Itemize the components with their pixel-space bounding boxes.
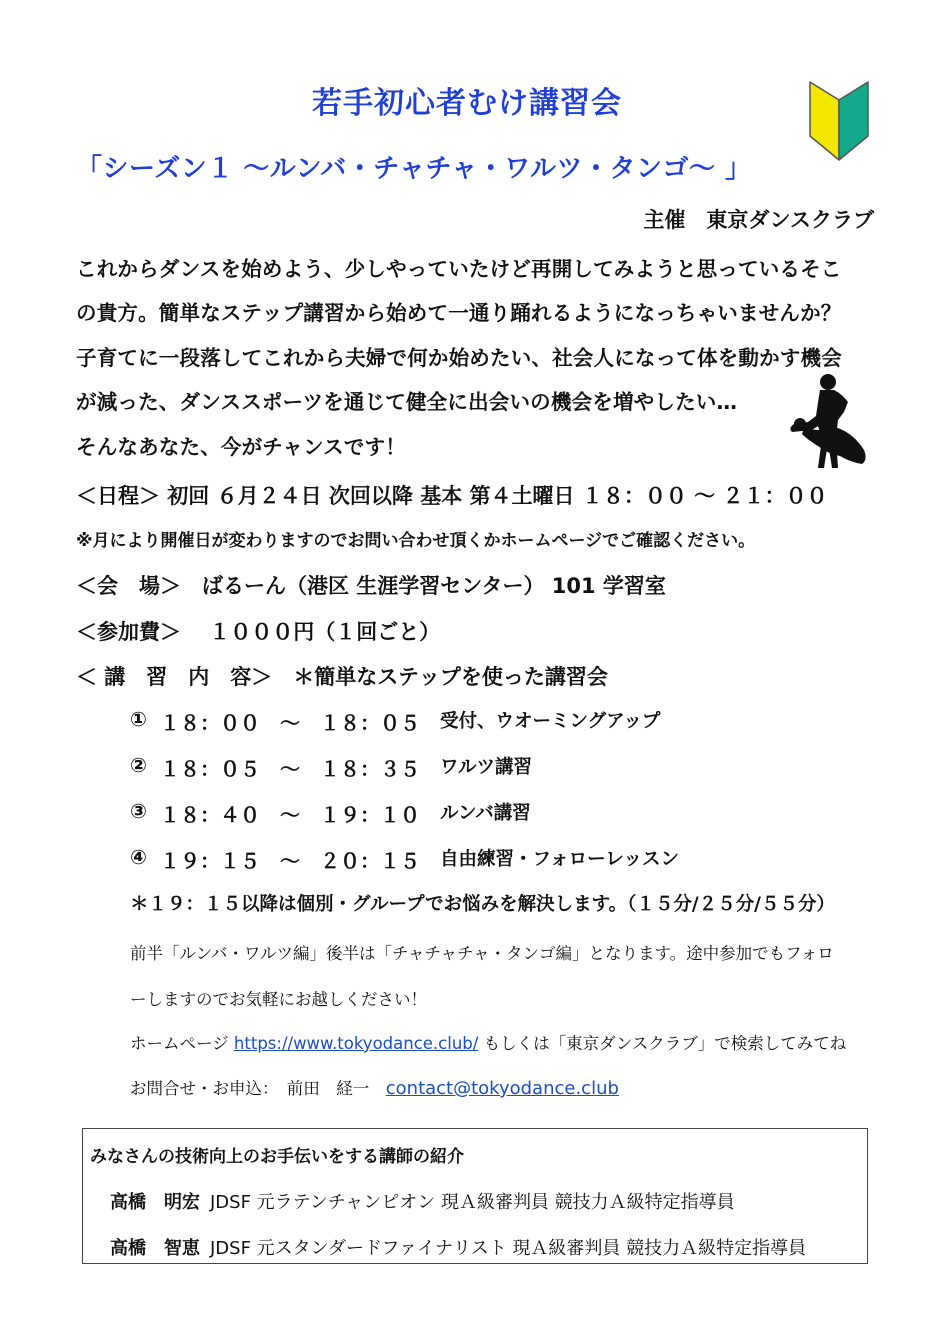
instructor-heading: みなさんの技術向上のお手伝いをする講師の紹介 xyxy=(90,1147,464,1167)
homepage-link[interactable]: https://www.tokyodance.club/ xyxy=(233,1034,479,1053)
half-description-line-2: ーしますのでお気軽にお越しください！ xyxy=(130,990,427,1009)
schedule-num-4: ④ xyxy=(130,845,147,869)
schedule-item-2: ワルツ講習 xyxy=(440,757,532,778)
intro-line-1: これからダンスを始めよう、少しやっていたけど再開してみようと思っているそこ xyxy=(76,257,842,281)
instructor-desc-1: JDSF 元ラテンチャンピオン 現Ａ級審判員 競技力Ａ級特定指導員 xyxy=(210,1192,735,1213)
schedule-date-line: ＜日程＞ 初回 ６月２４日 次回以降 基本 第４土曜日 １８：００ 〜 ２１：００ xyxy=(76,484,828,508)
contact-prefix: お問合せ・お申込： 前田 経一 xyxy=(130,1079,386,1098)
content-line: ＜ 講 習 内 容＞ ＊簡単なステップを使った講習会 xyxy=(76,665,608,689)
half-description-line-1: 前半「ルンバ・ワルツ編」後半は「チャチャチャ・タンゴ編」となります。途中参加でもフォロ xyxy=(130,944,834,963)
instructor-name-1: 高橋 明宏 xyxy=(110,1192,200,1213)
venue-line: ＜会 場＞ ばるーん（港区 生涯学習センター） 101 学習室 xyxy=(76,574,666,598)
intro-line-3: 子育てに一段落してこれから夫婦で何か始めたい、社会人になって体を動かす機会 xyxy=(76,346,842,370)
schedule-num-3: ③ xyxy=(130,799,147,823)
intro-line-4: が減った、ダンススポーツを通じて健全に出会いの機会を増やしたい… xyxy=(76,390,738,414)
instructor-desc-2: JDSF 元スタンダードファイナリスト 現Ａ級審判員 競技力Ａ級特定指導員 xyxy=(210,1238,807,1259)
schedule-num-2: ② xyxy=(130,753,147,777)
fee-line: ＜参加費＞ １０００円（１回ごと） xyxy=(76,620,441,644)
beginner-mark-icon xyxy=(806,78,872,164)
intro-line-5: そんなあなた、今がチャンスです！ xyxy=(76,435,406,459)
intro-line-2: の貴方。簡単なステップ講習から始めて一通り踊れるようになっちゃいませんか？ xyxy=(76,301,842,325)
schedule-time-4: １９：１５ 〜 ２０：１５ xyxy=(160,849,420,873)
dancing-couple-icon xyxy=(778,372,878,472)
instructor-name-2: 高橋 智恵 xyxy=(110,1238,200,1259)
schedule-item-3: ルンバ講習 xyxy=(440,803,531,824)
contact-email-link[interactable]: contact@tokyodance.club xyxy=(385,1078,619,1099)
homepage-line xyxy=(130,1030,846,1054)
schedule-item-1: 受付、ウオーミングアップ xyxy=(440,711,661,732)
schedule-time-3: １８：４０ 〜 １９：１０ xyxy=(160,803,420,827)
homepage-prefix: ホームページ xyxy=(130,1034,234,1053)
season-subtitle: 「シーズン１ 〜ルンバ・チャチャ・ワルツ・タンゴ〜 」 xyxy=(76,154,752,184)
schedule-num-1: ① xyxy=(130,707,147,731)
schedule-note: ＊１９：１５以降は個別・グループでお悩みを解決します。（１５分/２５分/５５分） xyxy=(130,894,835,915)
date-note: ※月により開催日が変わりますのでお問い合わせ頂くかホームページでご確認ください。 xyxy=(76,531,756,551)
page-title: 若手初心者むけ講習会 xyxy=(312,86,622,121)
schedule-time-1: １８：００ 〜 １８：０５ xyxy=(160,711,420,735)
schedule-time-2: １８：０５ 〜 １８：３５ xyxy=(160,757,420,781)
contact-line xyxy=(130,1075,619,1099)
organizer-label: 主催 東京ダンスクラブ xyxy=(643,208,874,232)
homepage-suffix: もしくは「東京ダンスクラブ」で検索してみてね xyxy=(478,1034,847,1053)
schedule-item-4: 自由練習・フォローレッスン xyxy=(440,849,680,870)
